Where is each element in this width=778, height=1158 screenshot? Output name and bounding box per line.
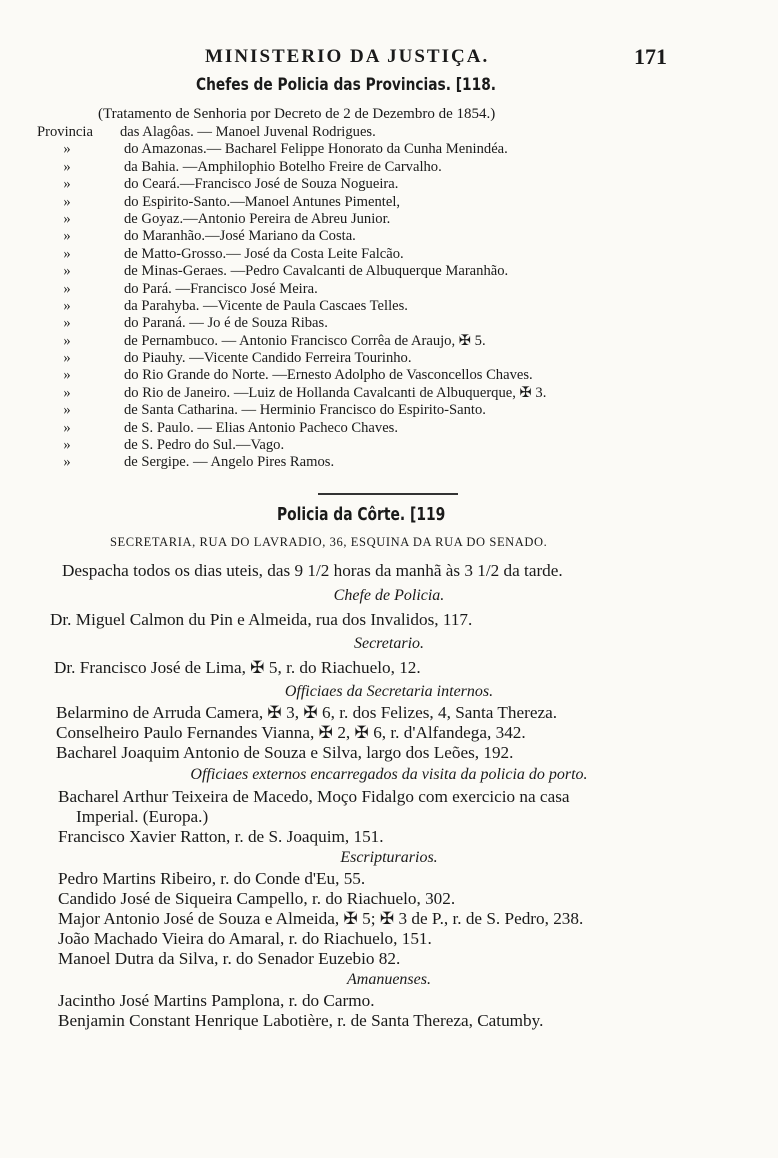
heading-internos: Officiaes da Secretaria internos.	[284, 683, 494, 700]
provincia-entry: de Minas-Geraes. —Pedro Cavalcanti de Albuquerque Maranhão.	[124, 263, 509, 280]
provincia-row	[0, 281, 778, 298]
name-entry: João Machado Vieira do Amaral, r. do Riachuelo, 151.	[58, 929, 432, 948]
ditto-mark: »	[63, 176, 71, 193]
ditto-mark: »	[63, 419, 71, 436]
ditto-mark: »	[63, 332, 71, 349]
page-header	[0, 46, 778, 72]
name-entry: Manoel Dutra da Silva, r. do Senador Euzebio 82.	[58, 949, 401, 968]
provincia-row	[0, 367, 778, 384]
provincia-row	[0, 228, 778, 245]
name-entry: Candido José de Siqueira Campello, r. do Riachuelo, 302.	[58, 889, 456, 908]
provincia-entry: do Pará. —Francisco José Meira.	[124, 280, 318, 297]
provincia-entry: do Espirito-Santo.—Manoel Antunes Pimentel,	[124, 193, 401, 210]
provincia-entry: de S. Pedro do Sul.—Vago.	[124, 437, 285, 454]
ditto-mark: »	[63, 384, 71, 401]
ditto-mark: »	[63, 141, 71, 158]
provincia-entry: do Amazonas.— Bacharel Felippe Honorato da Cunha Menindéa.	[124, 141, 508, 158]
provincia-row	[0, 176, 778, 193]
provincia-entry: do Ceará.—Francisco José de Souza Nogueira.	[124, 176, 399, 193]
provincia-entry: de S. Paulo. — Elias Antonio Pacheco Chaves.	[124, 419, 399, 436]
provincia-row	[0, 141, 778, 158]
name-entry: Pedro Martins Ribeiro, r. do Conde d'Eu, 55.	[58, 869, 366, 888]
ditto-mark: »	[63, 402, 71, 419]
provincia-row	[0, 350, 778, 367]
provincia-row	[0, 454, 778, 471]
running-title: MINISTERIO DA JUSTIÇA.	[205, 46, 490, 67]
provincia-row	[0, 263, 778, 280]
ditto-mark: »	[63, 280, 71, 297]
ditto-mark: »	[63, 245, 71, 262]
provincia-entry: da Bahia. —Amphilophio Botelho Freire de Carvalho.	[124, 158, 442, 175]
provincia-entry: de Matto-Grosso.— José da Costa Leite Falcão.	[124, 245, 404, 262]
ditto-mark: »	[63, 193, 71, 210]
ditto-mark: »	[63, 210, 71, 227]
heading-amanuenses: Amanuenses.	[347, 971, 431, 988]
name-entry: Conselheiro Paulo Fernandes Vianna, ✠ 2, ✠ 6, r. d'Alfandega, 342.	[56, 723, 526, 742]
heading-externos: Officiaes externos encarregados da visita da policia do porto.	[190, 766, 588, 783]
name-entry: Benjamin Constant Henrique Labotière, r. de Santa Thereza, Catumby.	[58, 1011, 544, 1030]
provincia-row	[0, 194, 778, 211]
name-entry: Francisco Xavier Ratton, r. de S. Joaquim, 151.	[58, 827, 384, 846]
name-entry: Bacharel Arthur Teixeira de Macedo, Moço Fidalgo com exercicio na casa	[58, 787, 570, 806]
heading-chefe: Chefe de Policia.	[333, 587, 445, 604]
ditto-mark: »	[63, 228, 71, 245]
provincia-entry: de Goyaz.—Antonio Pereira de Abreu Junior.	[124, 210, 391, 227]
secretario-entry: Dr. Francisco José de Lima, ✠ 5, r. do Riachuelo, 12.	[54, 658, 421, 677]
office-hours: Despacha todos os dias uteis, das 9 1/2 horas da manhã às 3 1/2 da tarde.	[62, 561, 563, 580]
heading-secretario: Secretario.	[353, 635, 425, 652]
name-entry: Imperial. (Europa.)	[76, 807, 209, 826]
provincias-list	[0, 124, 778, 472]
ditto-mark: »	[63, 454, 71, 471]
ditto-mark: Provincia	[37, 124, 93, 140]
ditto-mark: »	[63, 297, 71, 314]
name-entry: Jacintho José Martins Pamplona, r. do Carmo.	[58, 991, 375, 1010]
name-entry: Major Antonio José de Souza e Almeida, ✠ 5; ✠ 3 de P., r. de S. Pedro, 238.	[58, 909, 584, 928]
provincia-entry: do Piauhy. —Vicente Candido Ferreira Tourinho.	[124, 350, 412, 367]
provincia-entry: das Alagôas. — Manoel Juvenal Rodrigues.	[120, 124, 376, 140]
name-entry: Belarmino de Arruda Camera, ✠ 3, ✠ 6, r. dos Felizes, 4, Santa Thereza.	[56, 703, 558, 722]
internos-list	[0, 703, 778, 763]
ditto-mark: »	[63, 437, 71, 454]
ditto-mark: »	[63, 350, 71, 367]
externos-list	[0, 787, 778, 847]
provincia-row	[0, 211, 778, 228]
provincia-row	[0, 298, 778, 315]
provincia-entry: da Parahyba. —Vicente de Paula Cascaes Telles.	[124, 297, 408, 314]
page-number: 171	[634, 44, 667, 69]
provincia-row	[0, 420, 778, 437]
provincia-row	[0, 246, 778, 263]
provincia-entry: do Maranhão.—José Mariano da Costa.	[124, 228, 356, 245]
provincia-entry: de Santa Catharina. — Herminio Francisco do Espirito-Santo.	[124, 402, 486, 419]
amanuenses-list	[0, 991, 778, 1031]
secretaria-address: SECRETARIA, RUA DO LAVRADIO, 36, ESQUINA DA RUA DO SENADO.	[110, 535, 548, 549]
provincia-entry: do Paraná. — Jo é de Souza Ribas.	[124, 315, 328, 332]
provincia-row	[0, 333, 778, 350]
provincia-entry: de Sergipe. — Angelo Pires Ramos.	[124, 454, 335, 471]
name-entry: Bacharel Joaquim Antonio de Souza e Silva, largo dos Leões, 192.	[56, 743, 514, 762]
section-title-corte: Policia da Côrte. [119	[277, 505, 446, 525]
escripturarios-list	[0, 869, 778, 969]
provincia-row	[0, 385, 778, 402]
section-divider	[318, 493, 458, 495]
tratamento-note: (Tratamento de Senhoria por Decreto de 2 de Dezembro de 1854.)	[98, 106, 496, 122]
provincia-entry: do Rio Grande do Norte. —Ernesto Adolpho de Vasconcellos Chaves.	[124, 367, 533, 384]
ditto-mark: »	[63, 263, 71, 280]
chefe-entry: Dr. Miguel Calmon du Pin e Almeida, rua dos Invalidos, 117.	[50, 610, 473, 629]
ditto-mark: »	[63, 158, 71, 175]
provincia-row	[0, 437, 778, 454]
provincia-entry: de Pernambuco. — Antonio Francisco Corrêa de Araujo, ✠ 5.	[124, 332, 486, 349]
corte-content	[0, 557, 778, 1031]
provincia-row	[0, 124, 778, 141]
provincia-row	[0, 402, 778, 419]
provincia-row	[0, 159, 778, 176]
heading-escripturarios: Escripturarios.	[340, 849, 438, 866]
ditto-mark: »	[63, 367, 71, 384]
ditto-mark: »	[63, 315, 71, 332]
provincia-row	[0, 315, 778, 332]
section-title-provincias: Chefes de Policia das Provincias. [118.	[196, 75, 497, 95]
provincia-entry: do Rio de Janeiro. —Luiz de Hollanda Cavalcanti de Albuquerque, ✠ 3.	[124, 384, 547, 401]
